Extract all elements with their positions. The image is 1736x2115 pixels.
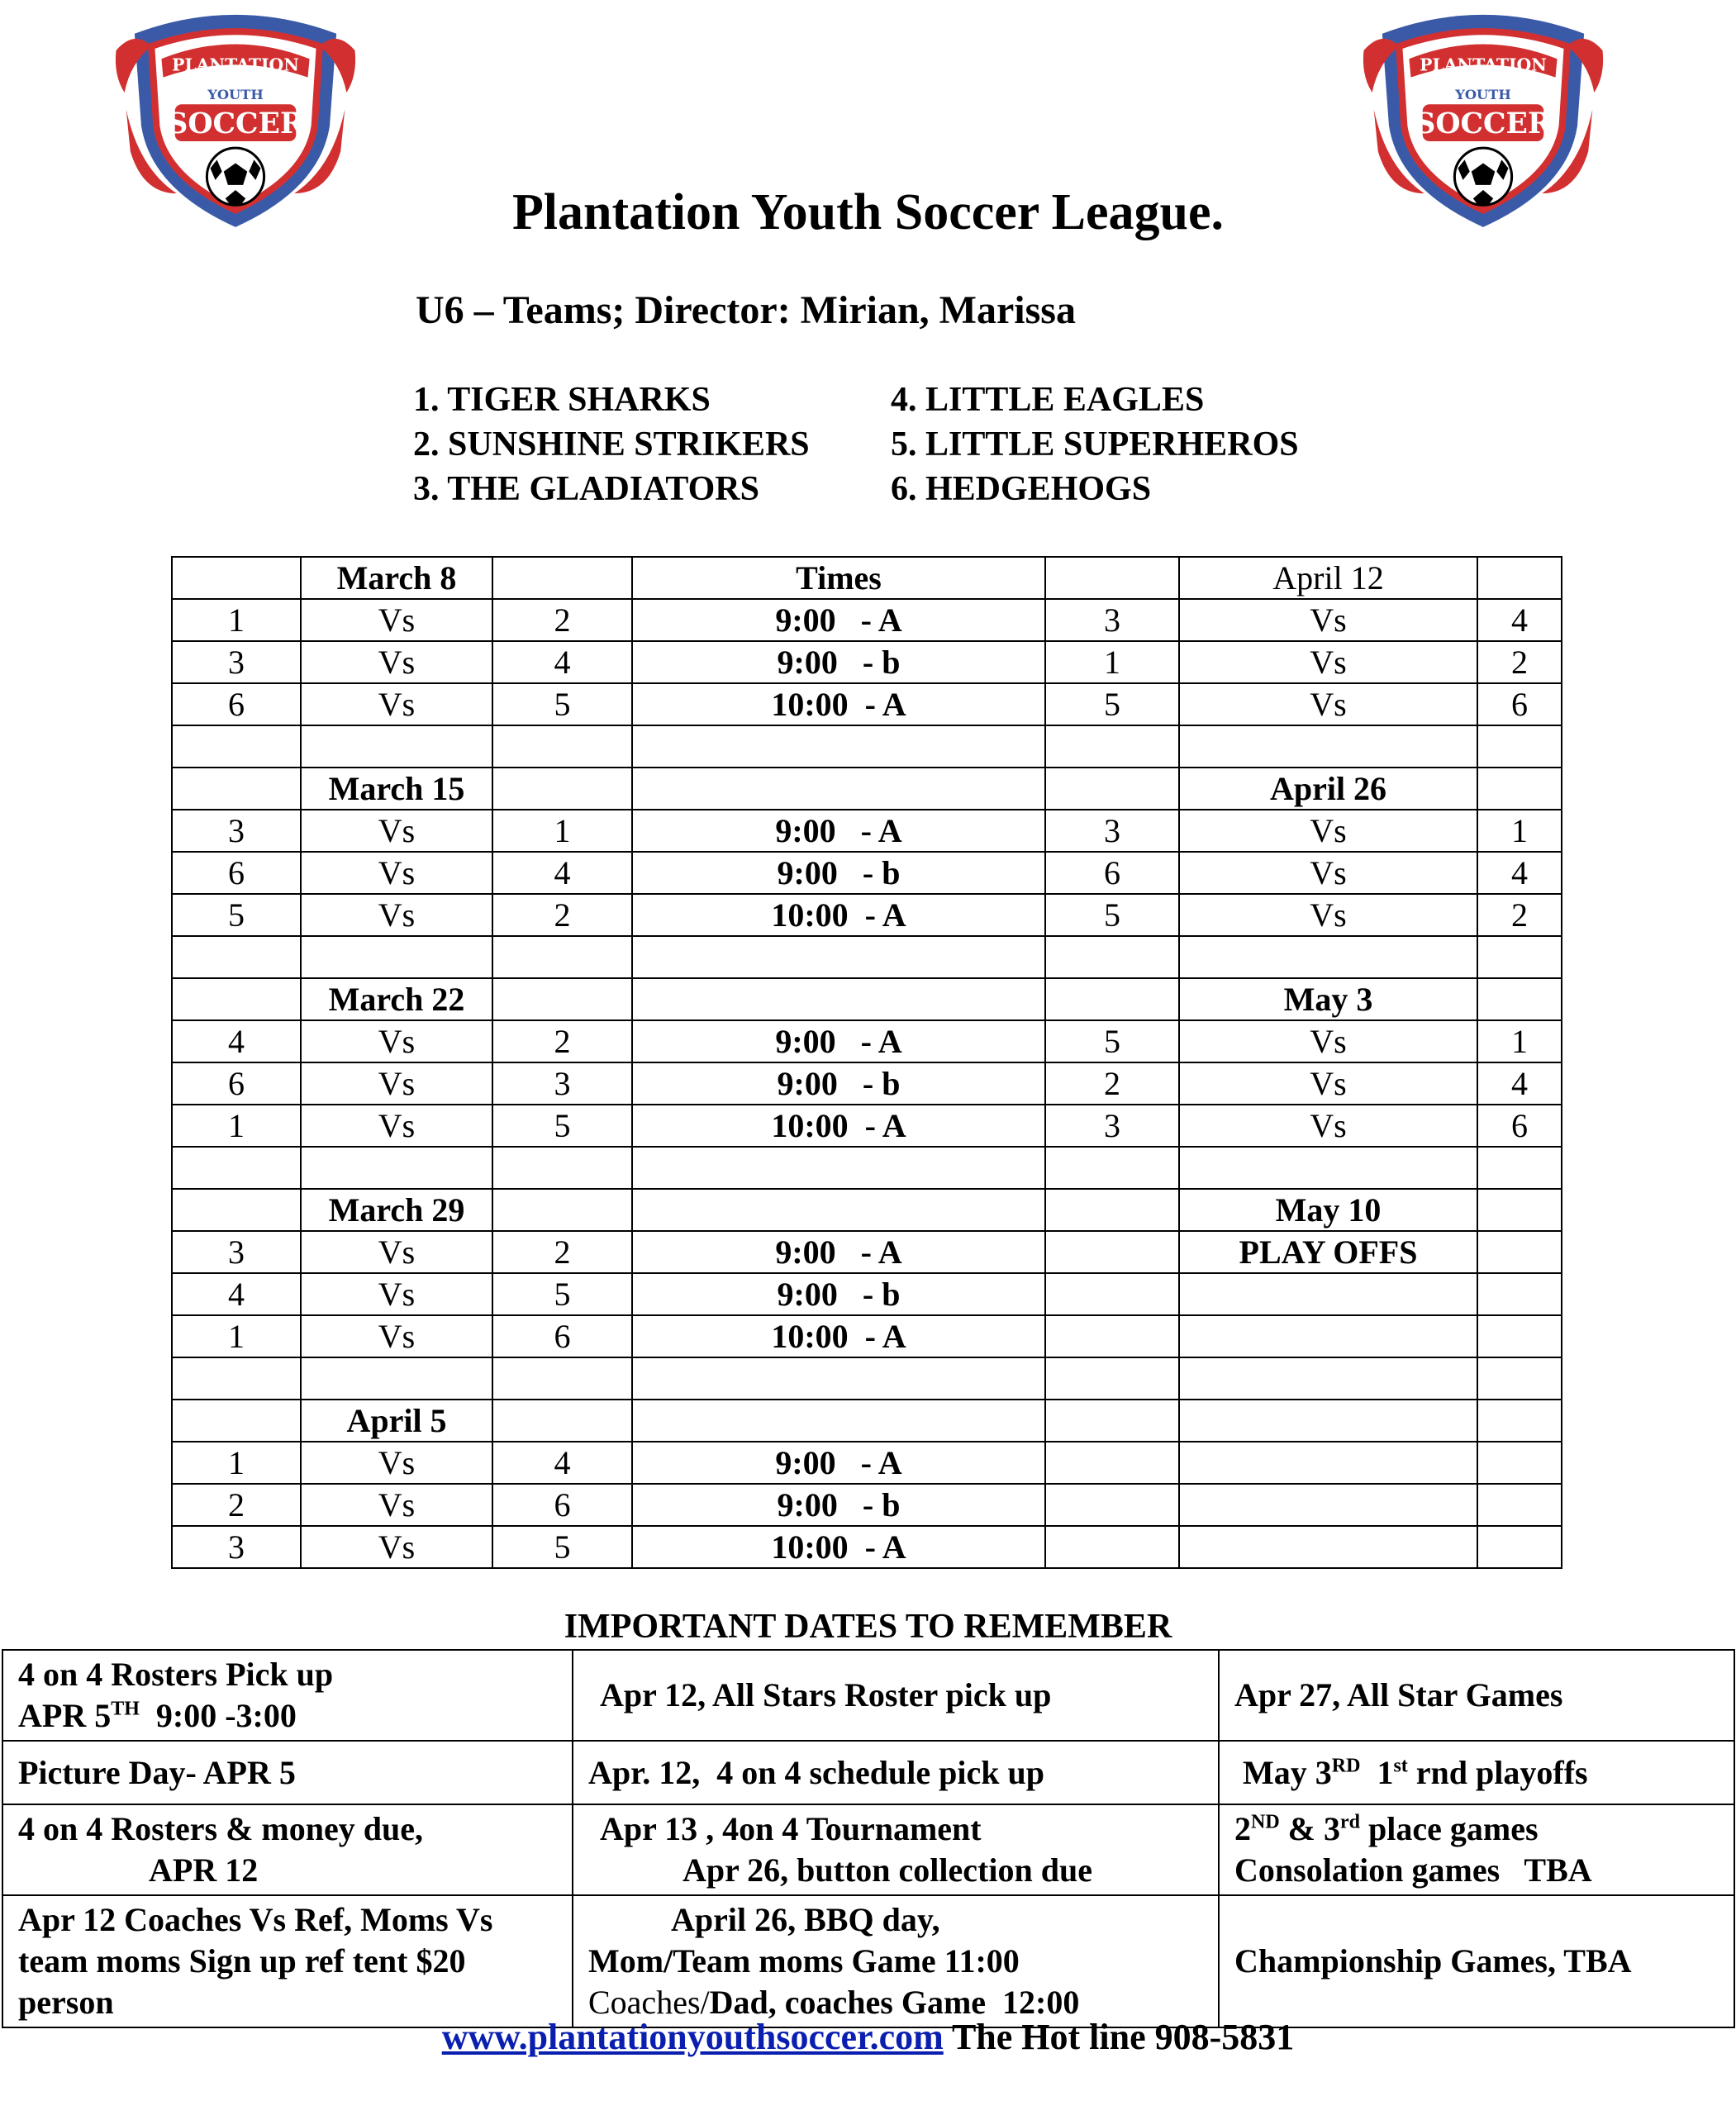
table-row	[2, 1741, 1734, 1804]
svg-text:SOCCER: SOCCER	[167, 107, 304, 140]
table-cell	[1045, 1442, 1179, 1484]
table-cell	[301, 1147, 492, 1189]
table-cell: Championship Games, TBA	[1219, 1895, 1734, 2027]
table-cell: Vs	[301, 852, 492, 894]
table-cell: 9:00 - b	[632, 1062, 1045, 1105]
table-cell: 10:00 - A	[632, 1315, 1045, 1357]
table-row	[172, 599, 1562, 641]
table-cell: 10:00 - A	[632, 1105, 1045, 1147]
table-cell: Apr. 12, 4 on 4 schedule pick up	[573, 1741, 1219, 1804]
table-cell: April 26	[1179, 768, 1477, 810]
table-cell: Picture Day- APR 5	[2, 1741, 573, 1804]
table-cell: Vs	[301, 894, 492, 936]
table-cell: 5	[172, 894, 301, 936]
table-cell: 6	[172, 683, 301, 725]
table-cell: 10:00 - A	[632, 894, 1045, 936]
table-cell	[1179, 1273, 1477, 1315]
table-cell	[492, 768, 632, 810]
table-cell	[1477, 1357, 1562, 1400]
table-cell: 10:00 - A	[632, 683, 1045, 725]
table-cell: Vs	[301, 1105, 492, 1147]
table-cell: 2	[1477, 641, 1562, 683]
table-cell	[1477, 978, 1562, 1020]
table-cell	[1477, 725, 1562, 768]
table-cell: Vs	[301, 641, 492, 683]
table-cell: May 3RD 1st rnd playoffs	[1219, 1741, 1734, 1804]
team-item: 1. TIGER SHARKS	[413, 381, 711, 419]
table-cell: Vs	[1179, 852, 1477, 894]
table-cell	[1179, 1400, 1477, 1442]
table-cell: 1	[1477, 810, 1562, 852]
table-cell	[1179, 1315, 1477, 1357]
table-cell: Vs	[301, 683, 492, 725]
table-cell: March 15	[301, 768, 492, 810]
table-row	[172, 1273, 1562, 1315]
table-cell	[1477, 1231, 1562, 1273]
table-cell: 1	[1045, 641, 1179, 683]
table-cell: 2ND & 3rd place games Consolation games TBA	[1219, 1804, 1734, 1895]
table-cell: 9:00 - b	[632, 1484, 1045, 1526]
table-row	[2, 1804, 1734, 1895]
table-cell	[1477, 1189, 1562, 1231]
table-cell	[632, 936, 1045, 978]
table-cell: 4	[1477, 599, 1562, 641]
table-cell	[492, 936, 632, 978]
table-cell: 3	[1045, 810, 1179, 852]
table-cell: 4	[492, 641, 632, 683]
table-cell: Vs	[301, 1484, 492, 1526]
table-row	[172, 1484, 1562, 1526]
table-row	[172, 1357, 1562, 1400]
table-row	[172, 725, 1562, 768]
team-item: 2. SUNSHINE STRIKERS	[413, 425, 810, 463]
table-cell: 4	[172, 1273, 301, 1315]
table-cell: 2	[1477, 894, 1562, 936]
table-row	[172, 768, 1562, 810]
table-cell: Vs	[301, 1062, 492, 1105]
table-row	[172, 894, 1562, 936]
table-cell: 3	[172, 1231, 301, 1273]
table-cell: Vs	[1179, 810, 1477, 852]
table-cell	[1045, 1273, 1179, 1315]
table-cell: Vs	[301, 1315, 492, 1357]
table-cell: 5	[1045, 894, 1179, 936]
page-title: Plantation Youth Soccer League.	[511, 184, 1225, 240]
table-cell	[1477, 768, 1562, 810]
table-cell	[301, 1357, 492, 1400]
table-cell: 4 on 4 Rosters & money due, APR 12	[2, 1804, 573, 1895]
table-cell: 4 on 4 Rosters Pick up APR 5TH 9:00 -3:00	[2, 1650, 573, 1741]
table-row	[172, 1147, 1562, 1189]
table-row	[172, 936, 1562, 978]
table-cell: 4	[1477, 852, 1562, 894]
website-link[interactable]: www.plantationyouthsoccer.com	[441, 2017, 944, 2057]
table-row	[2, 1895, 1734, 2027]
table-cell: 4	[492, 852, 632, 894]
svg-text:PLANTATION: PLANTATION	[172, 55, 299, 75]
table-cell: 4	[172, 1020, 301, 1062]
svg-text:SOCCER: SOCCER	[1415, 107, 1552, 140]
table-cell	[172, 1189, 301, 1231]
table-row	[172, 1442, 1562, 1484]
table-cell	[632, 1357, 1045, 1400]
schedule-table	[171, 556, 1562, 1569]
table-cell	[172, 936, 301, 978]
table-cell	[632, 725, 1045, 768]
table-cell	[1179, 725, 1477, 768]
table-cell: 3	[1045, 1105, 1179, 1147]
table-cell	[172, 768, 301, 810]
table-row	[172, 1189, 1562, 1231]
table-cell: Vs	[1179, 641, 1477, 683]
table-cell: Vs	[1179, 683, 1477, 725]
table-cell	[1045, 1147, 1179, 1189]
table-cell: May 10	[1179, 1189, 1477, 1231]
table-cell: 9:00 - A	[632, 1231, 1045, 1273]
table-cell	[492, 557, 632, 599]
table-cell	[1045, 1400, 1179, 1442]
table-cell	[1477, 1484, 1562, 1526]
table-cell: Vs	[301, 1526, 492, 1568]
table-cell: 5	[492, 1526, 632, 1568]
table-cell: 2	[492, 1231, 632, 1273]
table-row	[172, 1400, 1562, 1442]
table-cell: Vs	[1179, 894, 1477, 936]
important-dates-title: IMPORTANT DATES TO REMEMBER	[564, 1608, 1172, 1646]
table-cell	[632, 1147, 1045, 1189]
table-cell: March 22	[301, 978, 492, 1020]
table-cell: Vs	[301, 599, 492, 641]
table-cell: 6	[172, 1062, 301, 1105]
table-cell: Apr 27, All Star Games	[1219, 1650, 1734, 1741]
table-cell: 10:00 - A	[632, 1526, 1045, 1568]
table-cell: Times	[632, 557, 1045, 599]
svg-text:PLANTATION: PLANTATION	[1420, 55, 1547, 75]
table-cell: 9:00 - b	[632, 852, 1045, 894]
table-cell	[172, 557, 301, 599]
table-cell: 9:00 - A	[632, 810, 1045, 852]
table-cell: 9:00 - b	[632, 1273, 1045, 1315]
team-item: 5. LITTLE SUPERHEROS	[891, 425, 1299, 463]
table-cell	[1045, 1526, 1179, 1568]
table-cell	[1045, 557, 1179, 599]
table-cell	[1045, 1357, 1179, 1400]
table-row	[172, 810, 1562, 852]
table-cell: 1	[172, 1315, 301, 1357]
table-cell	[1179, 936, 1477, 978]
table-cell: 5	[492, 683, 632, 725]
svg-text:YOUTH: YOUTH	[1455, 87, 1511, 103]
table-cell	[492, 1357, 632, 1400]
table-cell: 5	[1045, 1020, 1179, 1062]
table-cell: 1	[172, 599, 301, 641]
table-cell	[1045, 768, 1179, 810]
table-cell	[172, 1400, 301, 1442]
table-cell: 9:00 - b	[632, 641, 1045, 683]
table-cell: 3	[492, 1062, 632, 1105]
table-cell: 1	[172, 1442, 301, 1484]
table-cell: Apr 12 Coaches Vs Ref, Moms Vs team moms Sign up ref tent $20 person	[2, 1895, 573, 2027]
table-cell: 9:00 - A	[632, 1442, 1045, 1484]
table-cell: Vs	[1179, 599, 1477, 641]
table-cell: 2	[172, 1484, 301, 1526]
table-cell	[301, 725, 492, 768]
table-row	[172, 1020, 1562, 1062]
table-row	[172, 978, 1562, 1020]
table-cell: 3	[172, 641, 301, 683]
table-row	[172, 852, 1562, 894]
table-cell: March 29	[301, 1189, 492, 1231]
table-cell: April 12	[1179, 557, 1477, 599]
table-cell: 9:00 - A	[632, 599, 1045, 641]
table-cell: April 26, BBQ day, Mom/Team moms Game 11:00 Coaches/Dad, coaches Game 12:00	[573, 1895, 1219, 2027]
table-cell	[1179, 1484, 1477, 1526]
table-cell: 1	[492, 810, 632, 852]
table-cell: 2	[492, 894, 632, 936]
table-cell	[632, 768, 1045, 810]
table-cell: Vs	[1179, 1062, 1477, 1105]
table-cell	[1045, 978, 1179, 1020]
table-cell	[1045, 1231, 1179, 1273]
table-cell: Vs	[301, 1442, 492, 1484]
team-item: 6. HEDGEHOGS	[891, 470, 1152, 508]
table-cell	[1477, 1273, 1562, 1315]
table-cell	[1477, 936, 1562, 978]
table-cell	[492, 1400, 632, 1442]
table-cell	[492, 725, 632, 768]
table-cell: 6	[1477, 1105, 1562, 1147]
table-cell: 5	[1045, 683, 1179, 725]
svg-text:YOUTH: YOUTH	[207, 87, 264, 103]
table-cell	[301, 936, 492, 978]
table-row	[172, 1105, 1562, 1147]
table-row	[172, 641, 1562, 683]
table-row	[2, 1650, 1734, 1741]
table-cell	[172, 1147, 301, 1189]
table-cell: 3	[1045, 599, 1179, 641]
table-cell	[1477, 1147, 1562, 1189]
table-cell: 3	[172, 810, 301, 852]
table-cell	[1179, 1357, 1477, 1400]
table-cell	[632, 978, 1045, 1020]
table-cell: 6	[492, 1484, 632, 1526]
table-cell	[1179, 1442, 1477, 1484]
table-row	[172, 683, 1562, 725]
table-cell: 5	[492, 1105, 632, 1147]
table-cell	[1045, 725, 1179, 768]
table-cell	[632, 1189, 1045, 1231]
table-cell	[172, 1357, 301, 1400]
table-cell: Vs	[301, 1231, 492, 1273]
table-cell	[1179, 1526, 1477, 1568]
table-cell: Apr 13 , 4on 4 Tournament Apr 26, button collection due	[573, 1804, 1219, 1895]
table-cell	[1045, 1315, 1179, 1357]
table-cell	[172, 978, 301, 1020]
table-row	[172, 1062, 1562, 1105]
table-cell: 9:00 - A	[632, 1020, 1045, 1062]
table-cell: May 3	[1179, 978, 1477, 1020]
table-cell: Vs	[301, 1273, 492, 1315]
table-cell: PLAY OFFS	[1179, 1231, 1477, 1273]
table-row	[172, 1315, 1562, 1357]
table-cell	[632, 1400, 1045, 1442]
table-cell: Vs	[1179, 1020, 1477, 1062]
table-cell	[492, 1147, 632, 1189]
table-row	[172, 1231, 1562, 1273]
table-cell: Vs	[301, 810, 492, 852]
table-cell	[1045, 1484, 1179, 1526]
hotline-text: The Hot line 908-5831	[943, 2017, 1295, 2057]
table-cell: Vs	[1179, 1105, 1477, 1147]
footer	[0, 2016, 1736, 2058]
table-cell: 4	[1477, 1062, 1562, 1105]
important-dates-table	[2, 1649, 1735, 2028]
table-cell: 1	[172, 1105, 301, 1147]
table-cell: 2	[1045, 1062, 1179, 1105]
table-cell	[1477, 1315, 1562, 1357]
team-item: 4. LITTLE EAGLES	[891, 381, 1205, 419]
table-cell: 6	[1045, 852, 1179, 894]
table-cell	[492, 978, 632, 1020]
table-cell	[172, 725, 301, 768]
table-cell	[1477, 557, 1562, 599]
table-cell: 4	[492, 1442, 632, 1484]
table-cell: 6	[492, 1315, 632, 1357]
table-cell: 5	[492, 1273, 632, 1315]
table-cell	[1477, 1400, 1562, 1442]
table-cell	[1179, 1147, 1477, 1189]
table-cell: March 8	[301, 557, 492, 599]
table-row	[172, 1526, 1562, 1568]
table-cell: 2	[492, 599, 632, 641]
team-item: 3. THE GLADIATORS	[413, 470, 759, 508]
table-cell: 1	[1477, 1020, 1562, 1062]
table-cell	[1045, 1189, 1179, 1231]
table-cell: Vs	[301, 1020, 492, 1062]
table-cell: 3	[172, 1526, 301, 1568]
table-cell: 6	[172, 852, 301, 894]
table-cell	[492, 1189, 632, 1231]
table-cell: 2	[492, 1020, 632, 1062]
table-cell: April 5	[301, 1400, 492, 1442]
table-cell: Apr 12, All Stars Roster pick up	[573, 1650, 1219, 1741]
table-cell	[1477, 1442, 1562, 1484]
table-cell	[1477, 1526, 1562, 1568]
table-cell: 6	[1477, 683, 1562, 725]
table-row	[172, 557, 1562, 599]
table-cell	[1045, 936, 1179, 978]
division-subtitle: U6 – Teams; Director: Mirian, Marissa	[416, 288, 1076, 332]
